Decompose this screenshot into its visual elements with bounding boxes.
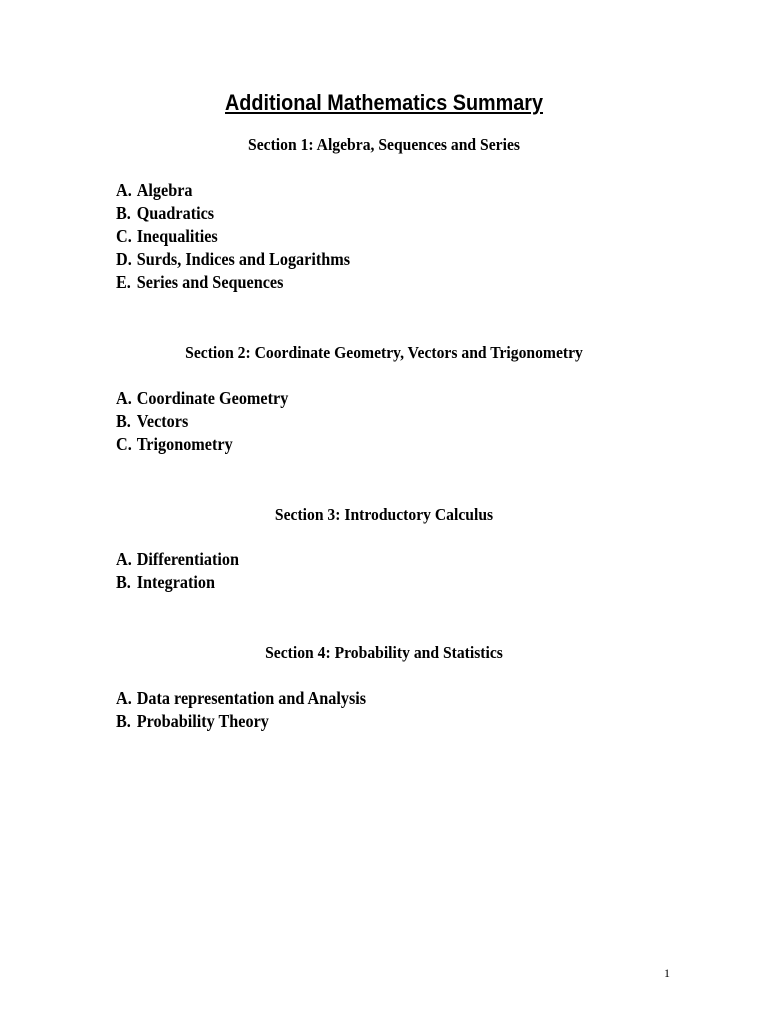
item-letter: D. (116, 249, 132, 269)
list-item (116, 687, 366, 710)
section-1-topic-list (116, 179, 376, 294)
item-label: Algebra (136, 180, 193, 200)
list-item (116, 710, 366, 733)
item-letter: E. (116, 272, 131, 292)
item-label: Vectors (136, 411, 189, 431)
item-letter: A. (116, 688, 132, 708)
item-letter: A. (116, 549, 132, 569)
item-label: Differentiation (136, 549, 239, 569)
item-label: Inequalities (136, 226, 218, 246)
item-label: Surds, Indices and Logarithms (136, 249, 351, 269)
page-number: 1 (664, 966, 670, 980)
section-4-heading: Section 4: Probability and Statistics (265, 643, 503, 662)
list-item (116, 248, 350, 271)
section-2-heading: Section 2: Coordinate Geometry, Vectors and Trigonometry (185, 343, 583, 362)
item-letter: B. (116, 411, 131, 431)
item-letter: B. (116, 711, 131, 731)
item-letter: B. (116, 572, 131, 592)
section-1-heading: Section 1: Algebra, Sequences and Series (248, 135, 520, 154)
list-item (116, 271, 350, 294)
list-item (116, 433, 288, 456)
section-3-topic-list (116, 548, 253, 594)
item-label: Quadratics (136, 203, 215, 223)
list-item (116, 410, 288, 433)
section-3-heading: Section 3: Introductory Calculus (274, 505, 494, 524)
item-label: Probability Theory (136, 711, 269, 731)
item-letter: B. (116, 203, 131, 223)
item-label: Coordinate Geometry (136, 388, 289, 408)
item-letter: A. (116, 388, 132, 408)
list-item (116, 225, 350, 248)
section-4-topic-list (116, 687, 394, 733)
item-label: Trigonometry (136, 434, 233, 454)
section-2-topic-list (116, 387, 307, 456)
list-item (116, 548, 239, 571)
item-letter: A. (116, 180, 132, 200)
item-letter: C. (116, 226, 132, 246)
list-item (116, 387, 288, 410)
item-label: Data representation and Analysis (136, 688, 367, 708)
list-item (116, 179, 350, 202)
item-label: Integration (136, 572, 215, 592)
document-title: Additional Mathematics Summary (225, 90, 543, 115)
item-letter: C. (116, 434, 132, 454)
list-item (116, 202, 350, 225)
list-item (116, 571, 239, 594)
item-label: Series and Sequences (136, 272, 284, 292)
